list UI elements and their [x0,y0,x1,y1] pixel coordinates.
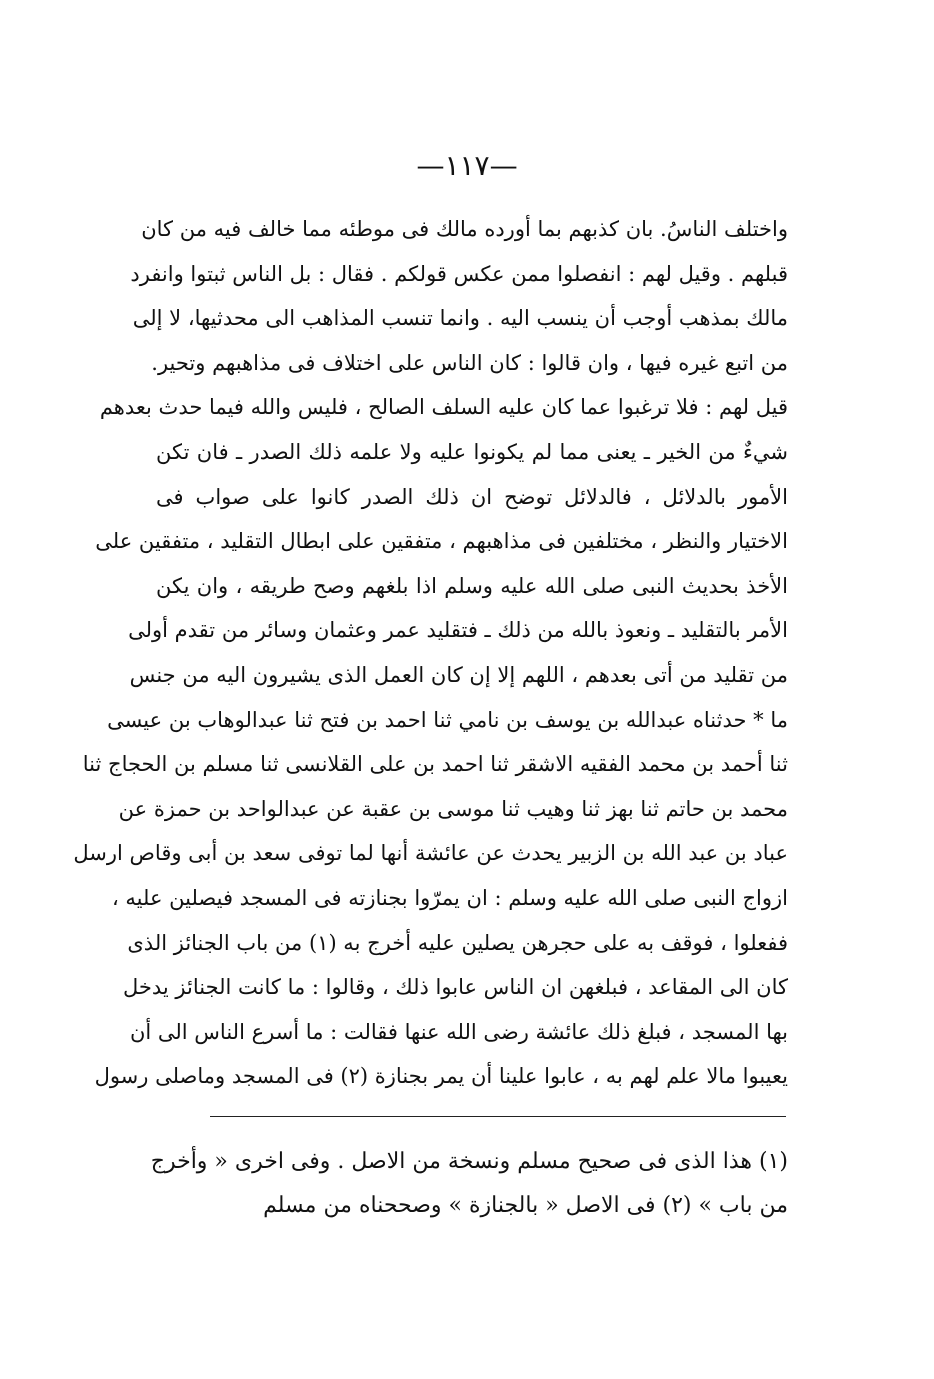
text-line: الاختيار والنظر ، مختلفين فى مذاهبهم ، متفقين على ابطال التقليد ، متفقين على [95,529,788,554]
text-line: ثنا أحمد بن محمد الفقيه الاشقر ثنا احمد بن على القلانسى ثنا مسلم بن الحجاج ثنا [82,752,788,777]
page-number: —١١٧— [416,149,518,182]
footnote-line: (١) هذا الذى فى صحيح مسلم ونسخة من الاصل . وفى اخرى « وأخرج [150,1149,788,1174]
text-line: ازواج النبى صلى الله عليه وسلم : ان يمرّوا بجنازته فى المسجد فيصلين عليه ، [111,885,788,910]
text-line: قبلهم . وقيل لهم : انفصلوا ممن عكس قولكم . فقال : بل الناس ثبتوا وانفرد [130,261,788,286]
text-line: الأمور بالدلائل ، فالدلائل توضح ان ذلك الصدر كانوا على صواب فى [156,484,788,509]
text-line: الأخذ بحديث النبى صلى الله عليه وسلم اذا بلغهم وصح طريقه ، وان يكن [156,573,788,598]
text-line: ففعلوا ، فوقف به على حجرهن يصلين عليه أخرج به (١) من باب الجنائز الذى [127,930,788,955]
text-line: ما * حدثناه عبدالله بن يوسف بن نامي ثنا احمد بن فتح ثنا عبدالوهاب بن عيسى [107,707,788,732]
footnotes [150,1140,788,1228]
footnote-line: من باب » (٢) فى الاصل « بالجنازة » وصححناه من مسلم [263,1193,788,1218]
text-line: واختلف الناسُ. بان كذبهم بما أورده مالك فى موطئه مما خالف فيه من كان [141,217,788,241]
text-line: عباد بن عبد الله بن الزبير يحدث عن عائشة أنها لما توفى سعد بن أبى وقاص ارسل [73,841,788,866]
text-line: شيءٌ من الخير ـ يعنى مما لم يكونوا عليه ولا علمه ذلك الصدر ـ فان تكن [156,439,788,464]
text-line: مالك بمذهب أوجب أن ينسب اليه . وانما تنسب المذاهب الى محدثيها، لا إلى [132,306,788,331]
text-line: الأمر بالتقليد ـ ونعوذ بالله من ذلك ـ فتقليد عمر وعثمان وسائر من تقدم أولى [128,618,788,643]
footnote-divider [210,1116,786,1117]
text-line: قيل لهم : فلا ترغبوا عما كان عليه السلف الصالح ، فليس والله فيما حدث بعدهم [99,395,788,420]
main-text [73,207,788,1099]
text-line: يعيبوا مالا علم لهم به ، عابوا علينا أن يمر بجنازة (٢) فى المسجد وماصلى رسول [94,1064,788,1089]
text-line: محمد بن حاتم ثنا بهز ثنا وهيب ثنا موسى بن عقبة عن عبدالواحد بن حمزة عن [118,796,788,821]
text-line: من اتبع غيره فيها ، وان قالوا : كان الناس على اختلاف فى مذاهبهم وتحير. [151,350,788,375]
text-line: بها المسجد ، فبلغ ذلك عائشة رضى الله عنها فقالت : ما أسرع الناس الى أن [129,1019,788,1044]
text-line: كان الى المقاعد ، فبلغهن ان الناس عابوا ذلك ، وقالوا : ما كانت الجنائز يدخل [122,975,788,1000]
text-line: من تقليد من أتى بعدهم ، اللهم إلا إن كان العمل الذى يشيرون اليه من جنس [129,662,788,687]
